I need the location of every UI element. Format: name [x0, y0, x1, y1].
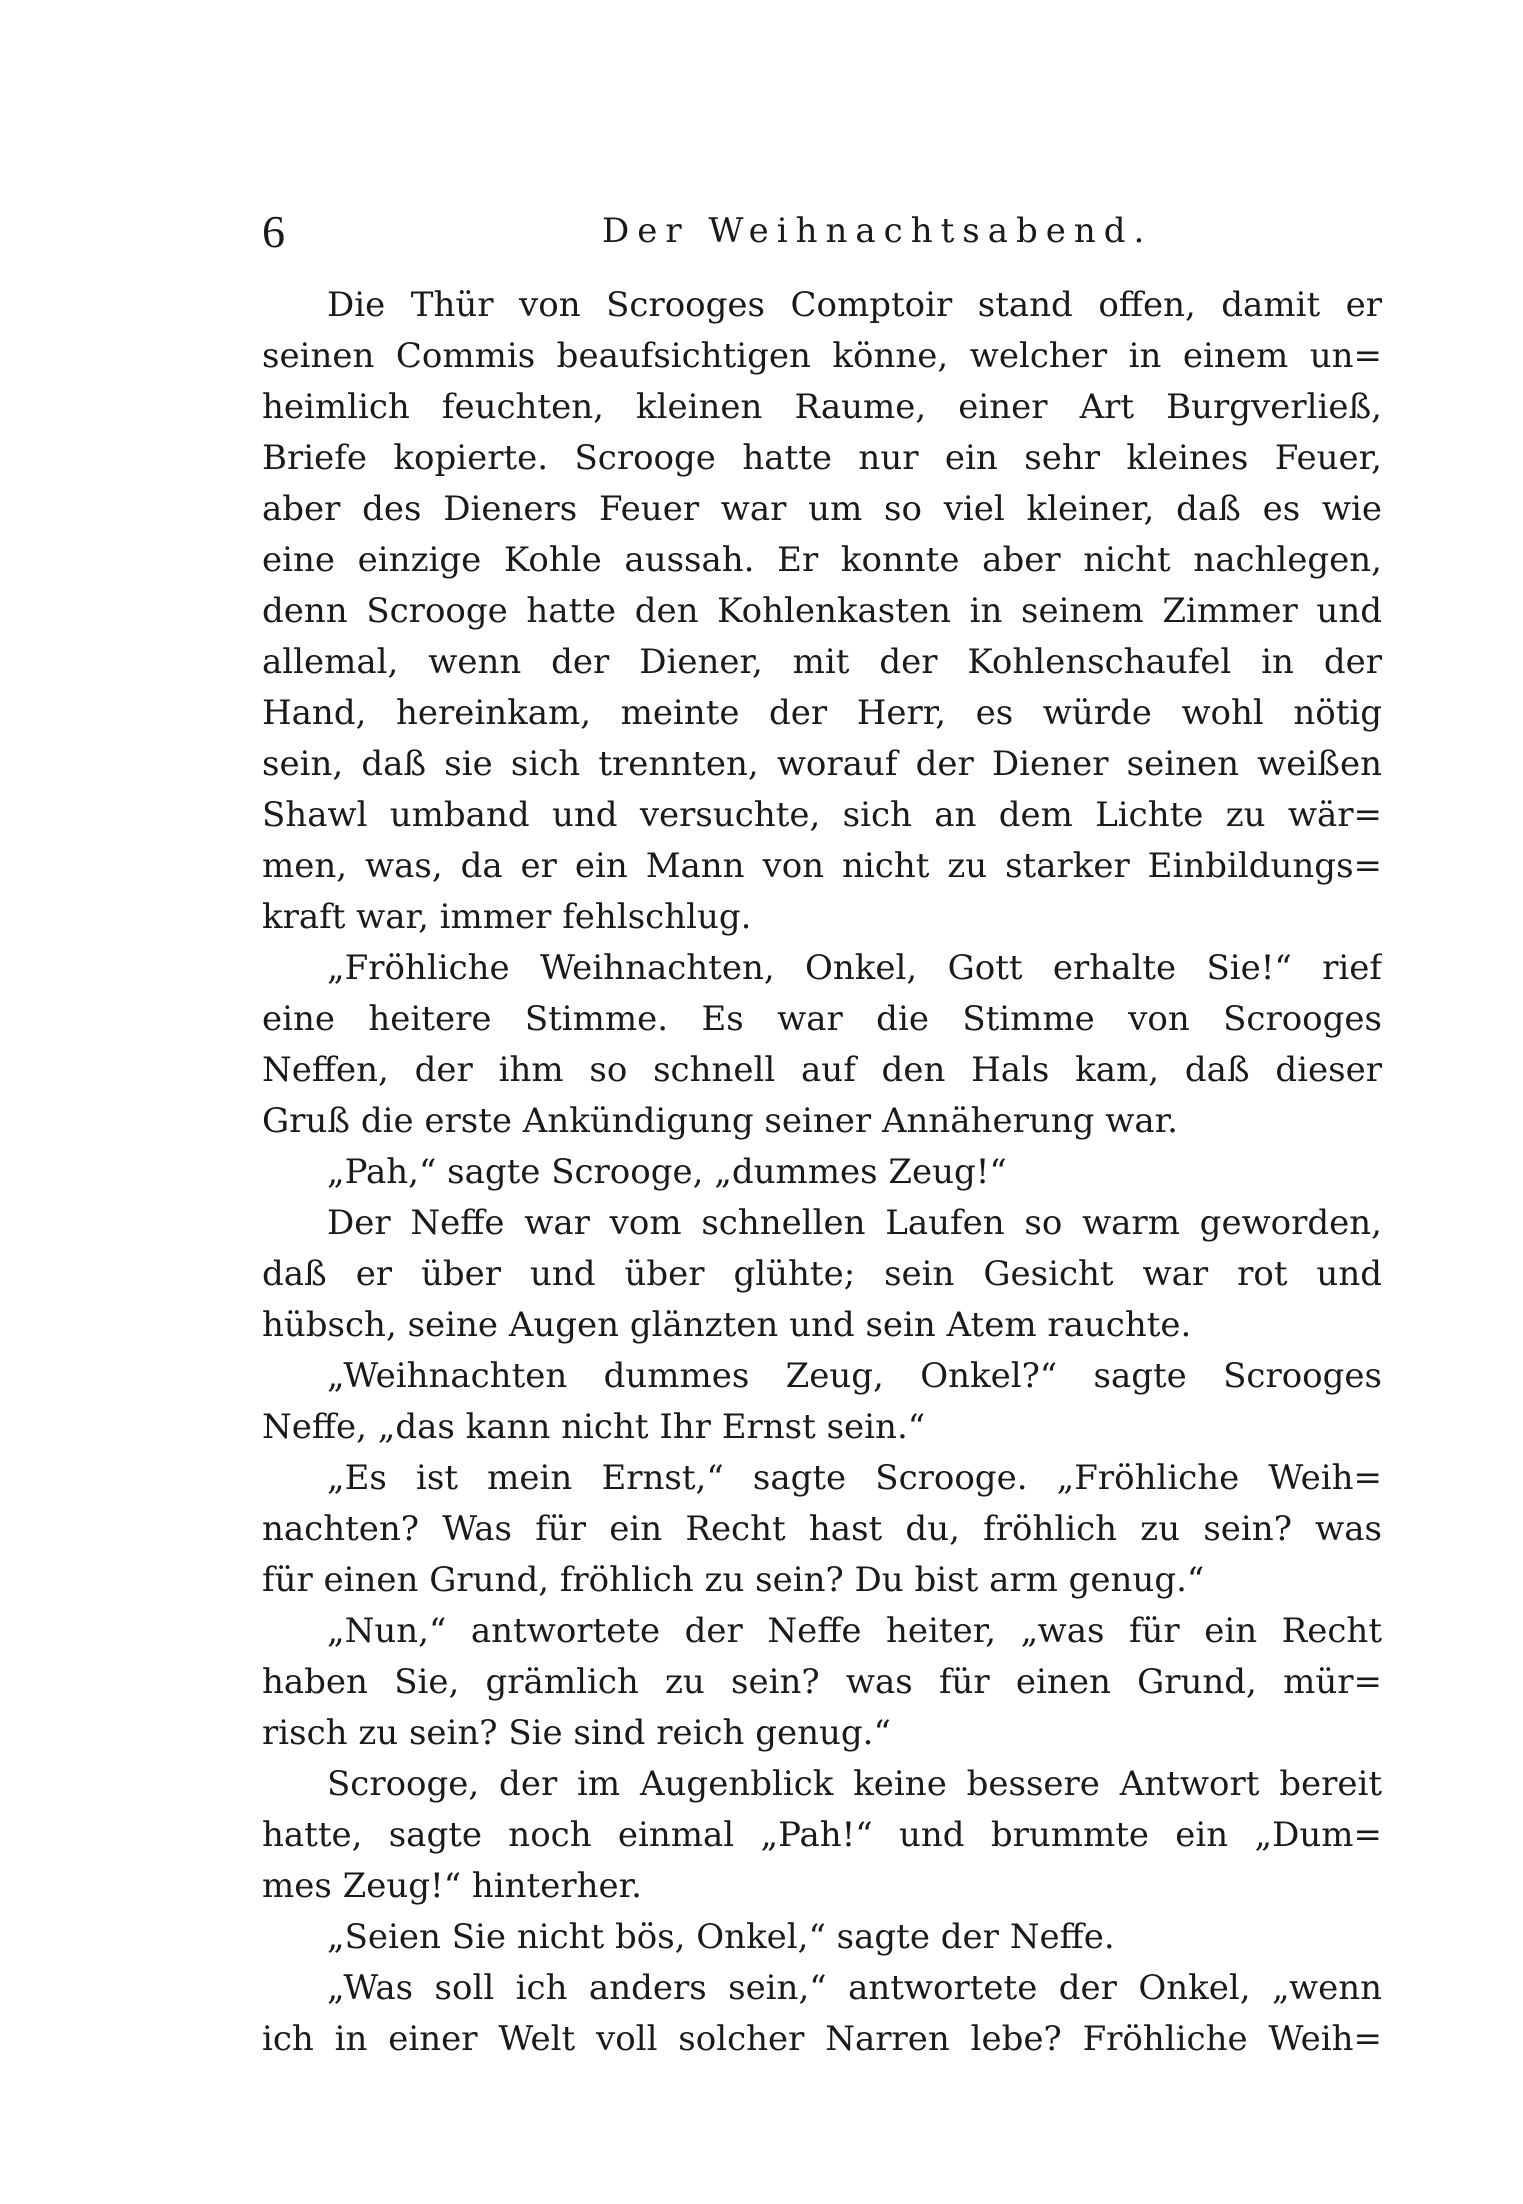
paragraph [262, 943, 1382, 1147]
text-line: nachten? Was für ein Recht hast du, fröhlich zu sein? was [262, 1509, 1382, 1549]
text-line: daß er über und über glühte; sein Gesicht war rot und [262, 1254, 1382, 1294]
paragraph [262, 280, 1382, 943]
text-line: Hand, hereinkam, meinte der Herr, es würde wohl nötig [262, 693, 1382, 733]
text-line: eine einzige Kohle aussah. Er konnte aber nicht nachlegen, [262, 540, 1382, 580]
page-header [262, 205, 1382, 265]
text-line: für einen Grund, fröhlich zu sein? Du bist arm genug.“ [262, 1560, 1205, 1600]
text-line: Gruß die erste Ankündigung seiner Annäherung war. [262, 1101, 1178, 1141]
text-line: men, was, da er ein Mann von nicht zu starker Einbildungs= [262, 846, 1382, 886]
text-line: Neffe, „das kann nicht Ihr Ernst sein.“ [262, 1407, 926, 1447]
paragraph [262, 1912, 1382, 1963]
text-line: Shawl umband und versuchte, sich an dem Lichte zu wär= [262, 795, 1382, 835]
paragraph [262, 1606, 1382, 1759]
text-line: Scrooge, der im Augenblick keine bessere Antwort bereit [327, 1764, 1382, 1804]
text-line: sein, daß sie sich trennten, worauf der Diener seinen weißen [262, 744, 1382, 784]
text-line: „Pah,“ sagte Scrooge, „dummes Zeug!“ [327, 1152, 1007, 1192]
paragraph [262, 1147, 1382, 1198]
paragraph [262, 1453, 1382, 1606]
text-line: „Seien Sie nicht bös, Onkel,“ sagte der Neffe. [327, 1917, 1115, 1957]
text-line: seinen Commis beaufsichtigen könne, welcher in einem un= [262, 336, 1382, 376]
body-text [262, 280, 1382, 2065]
text-line: kraft war, immer fehlschlug. [262, 897, 752, 937]
text-line: „Weihnachten dummes Zeug, Onkel?“ sagte Scrooges [327, 1356, 1382, 1396]
text-line: aber des Dieners Feuer war um so viel kleiner, daß es wie [262, 489, 1382, 529]
text-line: mes Zeug!“ hinterher. [262, 1866, 642, 1906]
text-line: Die Thür von Scrooges Comptoir stand offen, damit er [327, 285, 1382, 325]
paragraph [262, 1198, 1382, 1351]
text-line: Neffen, der ihm so schnell auf den Hals kam, daß dieser [262, 1050, 1382, 1090]
text-line: risch zu sein? Sie sind reich genug.“ [262, 1713, 891, 1753]
text-line: haben Sie, grämlich zu sein? was für einen Grund, mür= [262, 1662, 1382, 1702]
text-line: „Nun,“ antwortete der Neffe heiter, „was für ein Recht [327, 1611, 1382, 1651]
text-line: denn Scrooge hatte den Kohlenkasten in seinem Zimmer und [262, 591, 1382, 631]
text-line: hübsch, seine Augen glänzten und sein Atem rauchte. [262, 1305, 1192, 1345]
page-number: 6 [262, 206, 285, 257]
text-line: ich in einer Welt voll solcher Narren lebe? Fröhliche Weih= [262, 2019, 1382, 2059]
text-line: „Fröhliche Weihnachten, Onkel, Gott erhalte Sie!“ rief [327, 948, 1382, 988]
text-line: allemal, wenn der Diener, mit der Kohlenschaufel in der [262, 642, 1382, 682]
text-line: heimlich feuchten, kleinen Raume, einer Art Burgverließ, [262, 387, 1382, 427]
text-line: „Was soll ich anders sein,“ antwortete der Onkel, „wenn [327, 1968, 1382, 2008]
text-line: Briefe kopierte. Scrooge hatte nur ein sehr kleines Feuer, [262, 438, 1382, 478]
text-line: Der Neffe war vom schnellen Laufen so warm geworden, [327, 1203, 1382, 1243]
text-line: „Es ist mein Ernst,“ sagte Scrooge. „Fröhliche Weih= [327, 1458, 1382, 1498]
running-title: Der Weihnachtsabend. [602, 211, 1153, 251]
paragraph [262, 1351, 1382, 1453]
text-line: hatte, sagte noch einmal „Pah!“ und brummte ein „Dum= [262, 1815, 1382, 1855]
paragraph [262, 1759, 1382, 1912]
text-line: eine heitere Stimme. Es war die Stimme von Scrooges [262, 999, 1382, 1039]
paragraph [262, 1963, 1382, 2065]
